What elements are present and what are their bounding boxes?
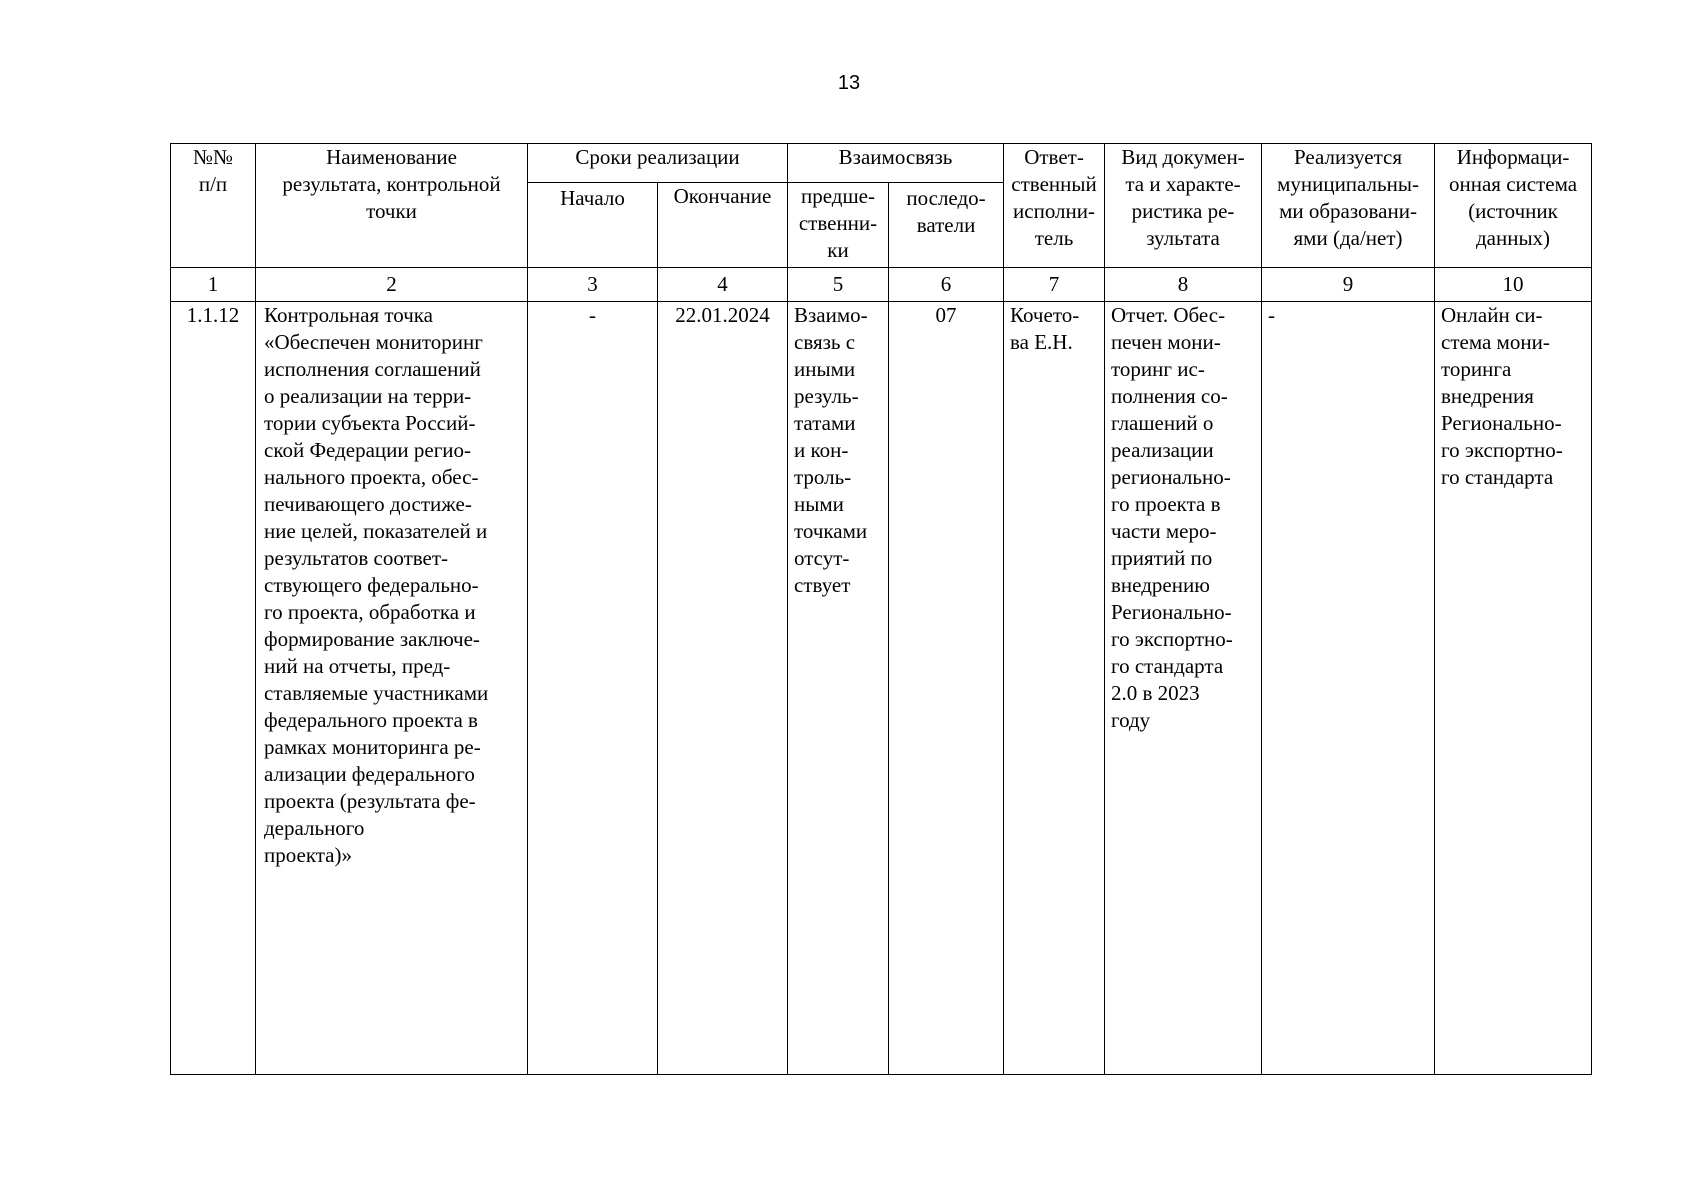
cell-responsible: Кочето- ва Е.Н. [1004, 302, 1105, 1075]
header-num: №№ п/п [171, 144, 256, 268]
header-predecessors: предше- ственни- ки [788, 183, 889, 268]
header-name: Наименование результата, контрольной точки [256, 144, 528, 268]
cell-end: 22.01.2024 [658, 302, 788, 1075]
header-end: Окончание [658, 183, 788, 268]
column-number: 1 [171, 268, 256, 302]
header-terms: Сроки реализации [528, 144, 788, 183]
cell-successors: 07 [889, 302, 1004, 1075]
column-number: 7 [1004, 268, 1105, 302]
cell-doc-type: Отчет. Обес- печен мони- торинг ис- полнения со- глашений о реализации регионально- го проекта в части меро- приятий по внедрению Регионально- го экспортно- го стандарта 2.0 в 2023 году [1105, 302, 1262, 1075]
cell-info-system: Онлайн си- стема мони- торинга внедрения Регионально- го экспортно- го стандарта [1435, 302, 1592, 1075]
cell-predecessors: Взаимо- связь с иными резуль- татами и кон- троль- ными точками отсут- ствует [788, 302, 889, 1075]
column-number: 5 [788, 268, 889, 302]
page-number: 13 [837, 72, 861, 94]
table-row [171, 302, 1592, 1075]
header-relation: Взаимосвязь [788, 144, 1004, 183]
column-number: 3 [528, 268, 658, 302]
column-number: 10 [1435, 268, 1592, 302]
implementation-plan-table [170, 143, 1592, 1075]
header-responsible: Ответ- ственный исполни- тель [1004, 144, 1105, 268]
column-number-row [171, 268, 1592, 302]
header-info-system: Информаци- онная система (источник данных) [1435, 144, 1592, 268]
cell-name: Контрольная точка «Обеспечен мониторинг исполнения соглашений о реализации на терри- тории субъекта Россий- ской Федерации регио- нального проекта, обес- печивающего достиже- ние целей, показателей и результатов соответ- ствующего федерально- го проекта, обработка и формирование заключе- ний на отчеты, пред- ставляемые участниками федерального проекта в рамках мониторинга ре- ализации федерального проекта (результата фе- дерального проекта)» [256, 302, 528, 1075]
cell-num: 1.1.12 [171, 302, 256, 1075]
column-number: 6 [889, 268, 1004, 302]
header-start: Начало [528, 183, 658, 268]
header-successors: последо- ватели [889, 183, 1004, 268]
cell-start: - [528, 302, 658, 1075]
column-number: 4 [658, 268, 788, 302]
column-number: 2 [256, 268, 528, 302]
column-number: 9 [1262, 268, 1435, 302]
header-doc-type: Вид докумен- та и характе- ристика ре- зультата [1105, 144, 1262, 268]
column-number: 8 [1105, 268, 1262, 302]
cell-municipal: - [1262, 302, 1435, 1075]
header-municipal: Реализуется муниципальны- ми образовани- ями (да/нет) [1262, 144, 1435, 268]
